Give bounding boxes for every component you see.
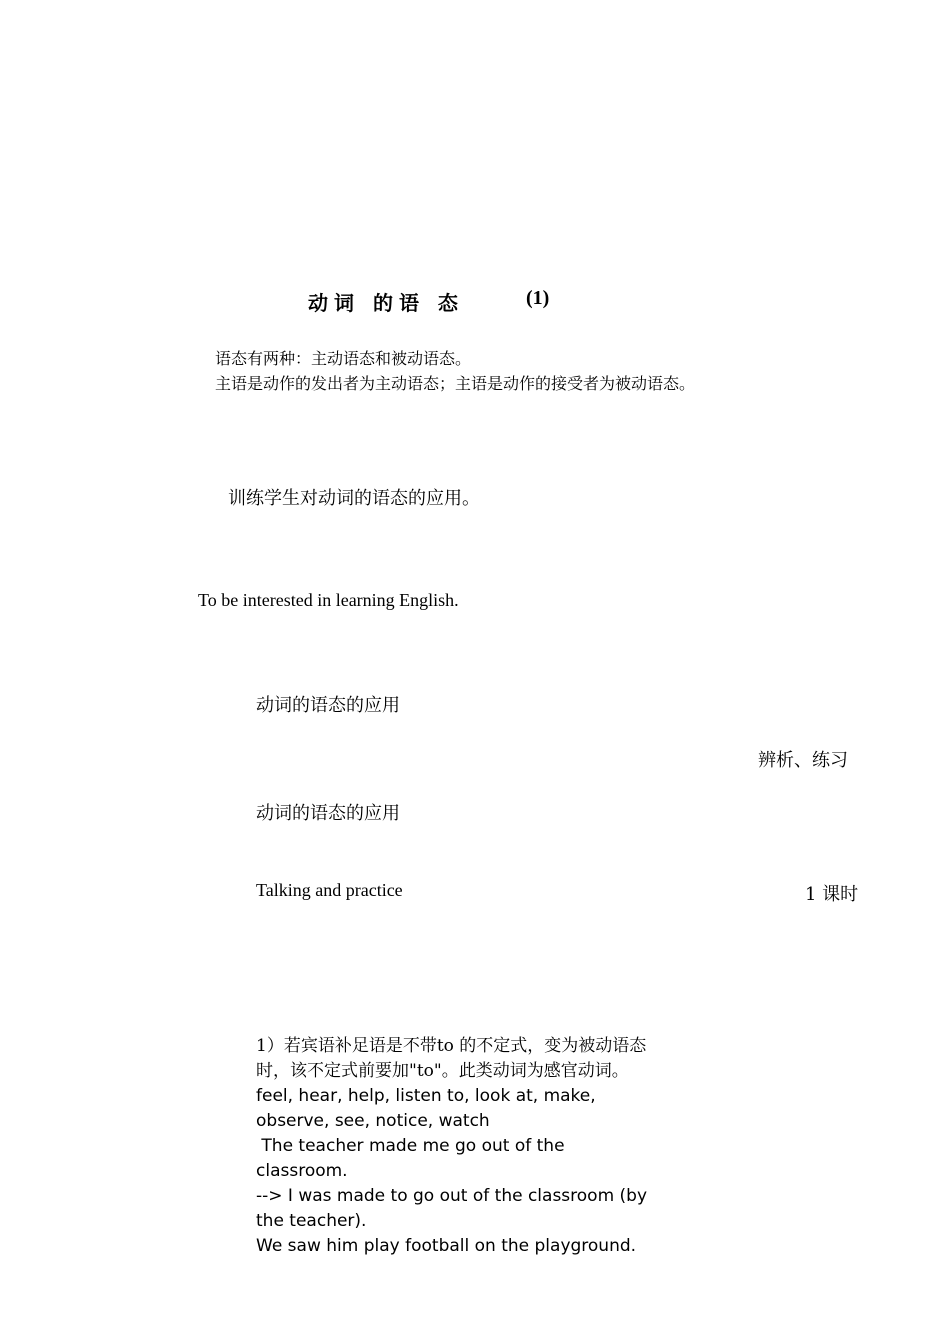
example-line-2: 时，该不定式前要加"to"。此类动词为感官动词。	[256, 1061, 629, 1081]
example-line-7: --> I was made to go out of the classroom (by	[256, 1186, 648, 1206]
teaching-method: 辨析、练习	[758, 750, 848, 771]
intro-line-1: 语态有两种：主动语态和被动语态。	[215, 349, 472, 368]
example-line-3: feel, hear, help, listen to, look at, make,	[256, 1086, 596, 1106]
page-title-number: (1)	[526, 287, 550, 309]
example-line-4: observe, see, notice, watch	[256, 1111, 490, 1131]
page-title: 动词 的语 态	[308, 291, 464, 315]
teaching-activity: Talking and practice	[256, 880, 403, 900]
example-line-8: the teacher).	[256, 1211, 367, 1231]
key-point: 动词的语态的应用	[256, 695, 400, 716]
affective-goal: To be interested in learning English.	[198, 590, 459, 610]
class-period: 1 课时	[805, 884, 859, 905]
example-line-5: The teacher made me go out of the	[256, 1136, 565, 1156]
example-line-9: We saw him play football on the playground.	[256, 1236, 637, 1256]
intro-line-2: 主语是动作的发出者为主动语态；主语是动作的接受者为被动语态。	[215, 374, 696, 393]
difficult-point: 动词的语态的应用	[256, 803, 400, 824]
example-block	[256, 1034, 676, 1259]
teaching-objective: 训练学生对动词的语态的应用。	[228, 488, 480, 509]
example-line-1: 1）若宾语补足语是不带to 的不定式，变为被动语态	[256, 1036, 647, 1056]
example-line-6: classroom.	[256, 1161, 348, 1181]
